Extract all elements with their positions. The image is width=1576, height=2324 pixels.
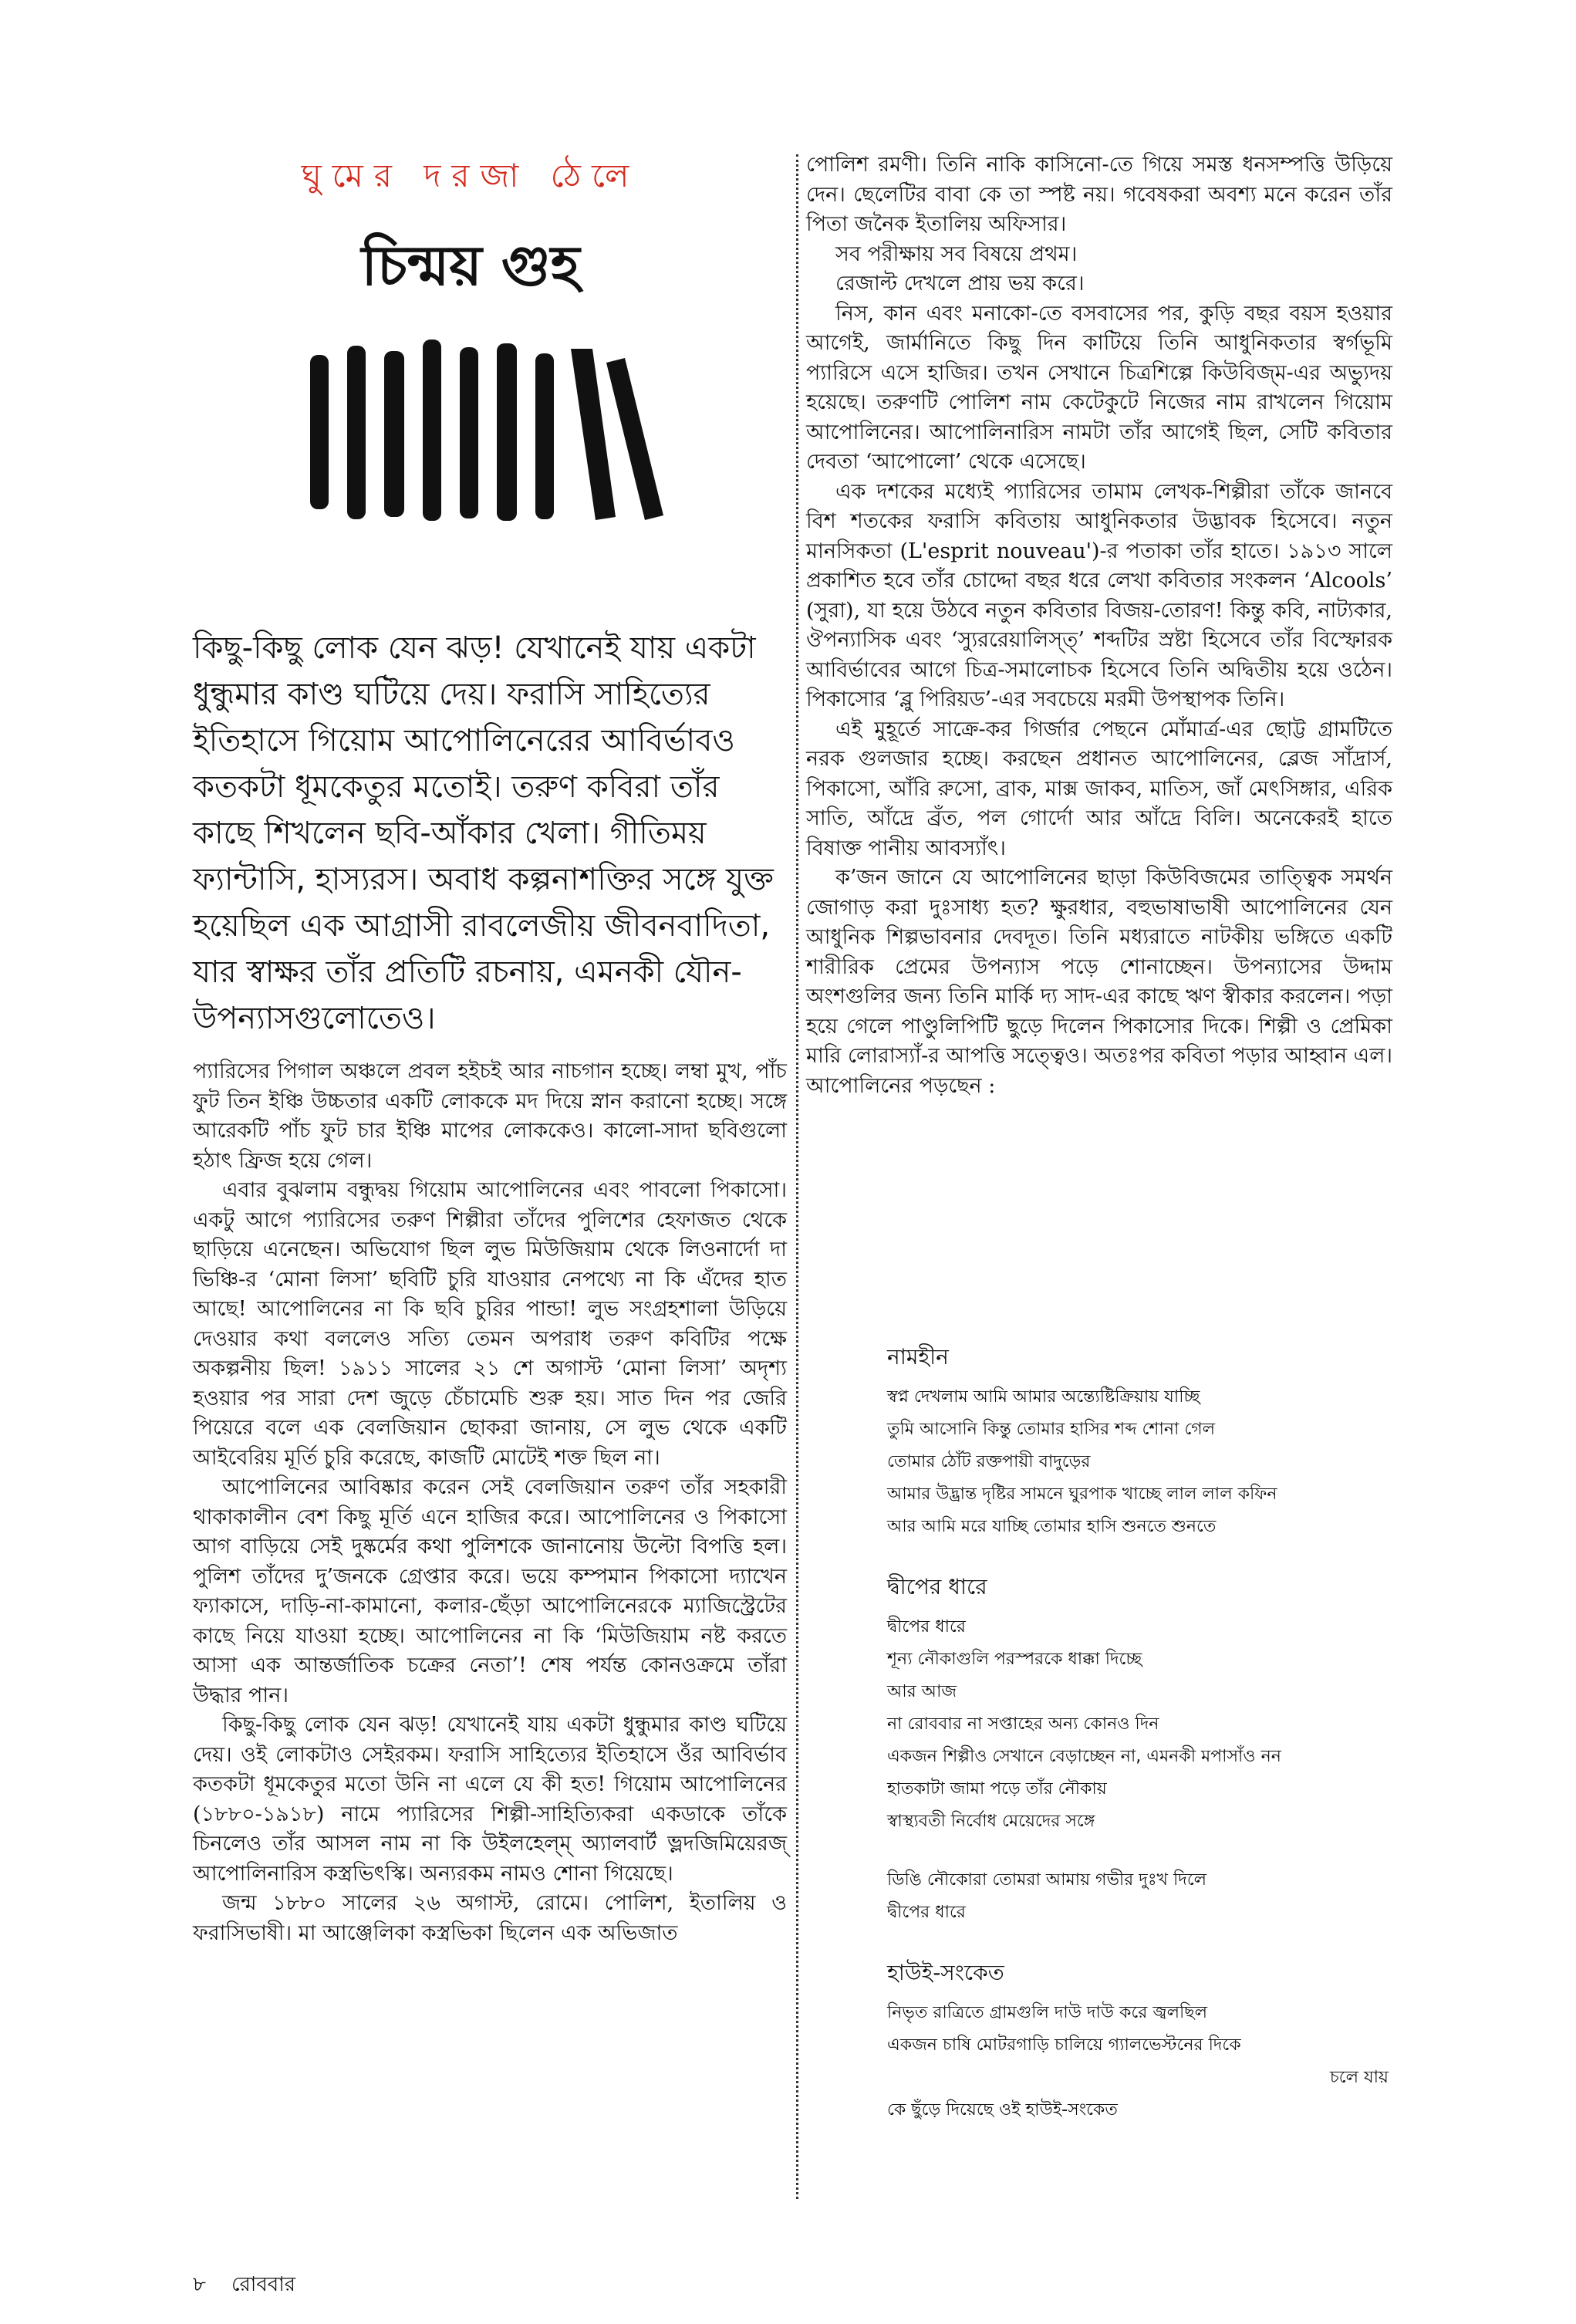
column-divider [796, 154, 798, 2199]
poem-line: হাতকাটা জামা পড়ে তাঁর নৌকায় [887, 1779, 1107, 1799]
paragraph: কিছু-কিছু লোক যেন ঝড়! যেখানেই যায় একটা ধুন্ধুমার কাণ্ড ঘটিয়ে দেয়। ওই লোকটাও সেইরকম। ফরাসি সাহিত্যের ইতিহাসে ওঁর আবির্ভাব কতকটা ধূমকেতুর মতো উনি না এলে যে কী হত! গিয়োম আপোলিনের (১৮৮০-১৯১৮) নামে প্যারিসের শিল্পী-সাহিত্যিকরা একডাকে তাঁকে চিনলেও তাঁর আসল নাম না কি উইলহেল্ম্‌ অ্যালবার্ট ভ্লদজিমিয়েরজ্‌ আপোলিনারিস কস্ত্রভিৎস্কি। অন্যরকম নামও শোনা গিয়েছে। [193, 1713, 787, 1886]
poem-line: দ্বীপের ধারে [887, 1903, 966, 1922]
poem-line: কে ছুঁড়ে দিয়েছে ওই হাউই-সংকেত [887, 2100, 1118, 2120]
paragraph: পোলিশ রমণী। তিনি নাকি কাসিনো-তে গিয়ে সমস্ত ধনসম্পত্তি উড়িয়ে দেন। ছেলেটির বাবা কে তা স্পষ্ট নয়। গবেষকরা অবশ্য মনে করেন তাঁর পিতা জনৈক ইতালিয় অফিসার। [806, 153, 1392, 236]
poem [887, 1958, 1389, 2126]
poem-line: আর আজ [887, 1682, 957, 1701]
poem-line: দ্বীপের ধারে [887, 1617, 966, 1637]
poem-title: হাউই-সংকেত [887, 1960, 1004, 1985]
intro-standfirst: কিছু-কিছু লোক যেন ঝড়! যেখানেই যায় একটা ধুন্ধুমার কাণ্ড ঘটিয়ে দেয়। ফরাসি সাহিত্যের ইতিহাসে গিয়োম আপোলিনেরের আবির্ভাবও কতকটা ধূমকেতুর মতোই। তরুণ কবিরা তাঁর কাছে শিখলেন ছবি-আঁকার খেলা। গীতিময় ফ্যান্টাসি, হাস্যরস। অবাধ কল্পনাশক্তির সঙ্গে যুক্ত হয়েছিল এক আগ্রাসী রাবলেজীয় জীবনবাদিতা, যার স্বাক্ষর তাঁর প্রতিটি রচনায়, এমনকী যৌন-উপন্যাসগুলোতেও। [193, 630, 774, 1036]
poem-line: তুমি আসোনি কিন্তু তোমার হাসির শব্দ শোনা গেল [887, 1420, 1216, 1439]
poem-line: একজন চাষি মোটরগাড়ি চালিয়ে গ্যালভেস্টনের দিকে [887, 2035, 1241, 2055]
page-folio [193, 2268, 295, 2302]
poem [887, 1572, 1389, 1929]
poem-title: নামহীন [887, 1344, 949, 1370]
poem-line: আর আমি মরে যাচ্ছি তোমার হাসি শুনতে শুনতে [887, 1517, 1217, 1536]
paragraph: প্যারিসের পিগাল অঞ্চলে প্রবল হইচই আর নাচগান হচ্ছে। লম্বা মুখ, পাঁচ ফুট তিন ইঞ্চি উচ্চতার একটি লোককে মদ দিয়ে স্নান করানো হচ্ছে। সঙ্গে আরেকটি পাঁচ ফুট চার ইঞ্চি মাপের লোককেও। কালো-সাদা ছবিগুলো হঠাৎ ফ্রিজ হয়ে গেল। [193, 1059, 787, 1173]
stanza-gap [887, 1838, 1389, 1864]
paragraph: এবার বুঝলাম বন্ধুদ্বয় গিয়োম আপোলিনের এবং পাবলো পিকাসো। একটু আগে প্যারিসের তরুণ শিল্পীরা তাঁদের পুলিশের হেফাজত থেকে ছাড়িয়ে এনেছেন। অভিযোগ ছিল লুভ মিউজিয়াম থেকে লিওনার্দো দা ভিঞ্চি-র ‘মোনা লিসা’ ছবিটি চুরি যাওয়ার নেপথ্যে না কি এঁদের হাত আছে! আপোলিনের না কি ছবি চুরির পান্ডা! লুভ সংগ্রহশালা উড়িয়ে দেওয়ার কথা বললেও সত্যি তেমন অপরাধ তরুণ কবিটির পক্ষে অকল্পনীয় ছিল! ১৯১১ সালের ২১ শে অগাস্ট ‘মোনা লিসা’ অদৃশ্য হওয়ার পর সারা দেশ জুড়ে চেঁচামেচি শুরু হয়। সাত দিন পর জেরি পিয়েরে বলে এক বেলজিয়ান ছোকরা জানায়, সে লুভ থেকে একটি আইবেরিয় মূর্তি চুরি করেছে, কাজটি মোটেই শক্ত ছিল না। [193, 1178, 787, 1470]
magazine-name: রোববার [231, 2273, 296, 2296]
poem-line: একজন শিল্পীও সেখানে বেড়াচ্ছেন না, এমনকী মপাসাঁও নন [887, 1747, 1281, 1766]
brush-stroke-bars-illustration [301, 332, 671, 532]
paragraph: আপোলিনের আবিষ্কার করেন সেই বেলজিয়ান তরুণ তাঁর সহকারী থাকাকালীন বেশ কিছু মূর্তি এনে হাজির করে। আপোলিনের ও পিকাসো আগ বাড়িয়ে সেই দুষ্কর্মের কথা পুলিশকে জানানোয় উল্টো বিপত্তি হল। পুলিশ তাঁদের দু’জনকে গ্রেপ্তার করে। ভয়ে কম্পমান পিকাসো দ্যাখেন ফ্যাকাসে, দাড়ি-না-কামানো, কলার-ছেঁড়া আপোলিনেরকে ম্যাজিস্ট্রেটের কাছে নিয়ে যাওয়া হচ্ছে। আপোলিনের না কি ‘মিউজিয়াম নষ্ট করতে আসা এক আন্তর্জাতিক চক্রের নেতা’! শেষ পর্যন্ত কোনওক্রমে তাঁরা উদ্ধার পান। [193, 1475, 787, 1708]
poem-line: নিভৃত রাত্রিতে গ্রামগুলি দাউ দাউ করে জ্বলছিল [887, 2003, 1207, 2022]
paragraph: এই মুহূর্তে সাক্রে-কর গির্জার পেছনে মোঁমার্ত্র-এর ছোট্ট গ্রামটিতে নরক গুলজার হচ্ছে। করছেন প্রধানত আপোলিনের, ব্লেজ সাঁদ্রার্স, পিকাসো, আঁরি রুসো, ব্রাক, মাক্স জাকব, মাতিস, জাঁ মেৎসিঙ্গার, এরিক সাতি, আঁদ্রে ব্রঁত, পল গোর্দো আর আঁদ্রে বিলি। অনেকেরই হাতে বিষাক্ত পানীয় আবস্যাঁৎ। [806, 717, 1392, 860]
poem-line: স্বাস্থ্যবতী নির্বোধ মেয়েদের সঙ্গে [887, 1812, 1095, 1831]
poem-line: না রোববার না সপ্তাহের অন্য কোনও দিন [887, 1714, 1159, 1734]
poem-line: চলে যায় [1329, 2068, 1389, 2087]
poem-line: আমার উদ্ভ্রান্ত দৃষ্টির সামনে ঘুরপাক খাচ্ছে লাল লাল কফিন [887, 1485, 1277, 1504]
poem-title: দ্বীপের ধারে [887, 1574, 987, 1599]
paragraph: এক দশকের মধ্যেই প্যারিসের তামাম লেখক-শিল্পীরা তাঁকে জানবে বিশ শতকের ফরাসি কবিতায় আধুনিকতার উদ্ভাবক হিসেবে। নতুন মানসিকতা (L'esprit nouveau')-র পতাকা তাঁর হাতে। ১৯১৩ সালে প্রকাশিত হবে তাঁর চোদ্দো বছর ধরে লেখা কবিতার সংকলন ‘Alcools’ (সুরা), যা হয়ে উঠবে নতুন কবিতার বিজয়-তোরণ! কিন্তু কবি, নাট্যকার, ঔপন্যাসিক এবং ‘স্যুররেয়ালিস্ত্‌’ শব্দটির স্রষ্টা হিসেবে তাঁর বিস্ফোরক আবির্ভাবের আগে চিত্র-সমালোচক হিসেবে তিনি অদ্বিতীয় হয়ে ওঠেন। পিকাসোর ‘ব্লু পিরিয়ড’-এর সবচেয়ে মরমী উপস্থাপক তিনি। [806, 479, 1392, 711]
article-left-column [193, 1057, 787, 1948]
series-kicker: ঘুমের দরজা ঠেলে [301, 157, 640, 194]
paragraph: রেজাল্ট দেখলে প্রায় ভয় করে। [835, 272, 1085, 296]
paragraph: সব পরীক্ষায় সব বিষয়ে প্রথম। [835, 242, 1078, 266]
poem-line: শূন্য নৌকাগুলি পরস্পরকে ধাক্কা দিচ্ছে [887, 1650, 1142, 1669]
poem-line: স্বপ্ন দেখলাম আমি আমার অন্ত্যেষ্টিক্রিয়ায় যাচ্ছি [887, 1387, 1200, 1407]
paragraph: নিস, কান এবং মনাকো-তে বসবাসের পর, কুড়ি বছর বয়স হওয়ার আগেই, জার্মানিতে কিছু দিন কাটিয়ে তিনি আধুনিকতার স্বর্গভূমি প্যারিসে এসে হাজির। তখন সেখানে চিত্রশিল্পে কিউবিজ্‌ম-এর অভ্যুদয় হয়েছে। তরুণটি পোলিশ নাম কেটেকুটে নিজের নাম রাখলেন গিয়োম আপোলিনের। আপোলিনারিস নামটা তাঁর আগেই ছিল, সেটি কবিতার দেবতা ‘আপোলো’ থেকে এসেছে। [806, 301, 1392, 474]
page-number: ৮ [193, 2273, 206, 2296]
poem-line: ডিঙি নৌকোরা তোমরা আমায় গভীর দুঃখ দিলে [887, 1870, 1207, 1890]
paragraph: জন্ম ১৮৮০ সালের ২৬ অগাস্ট, রোমে। পোলিশ, ইতালিয় ও ফরাসিভাষী। মা আঞ্জেলিকা কস্ত্রভিকা ছিলেন এক অভিজাত [193, 1891, 787, 1945]
poem-line: তোমার ঠোঁট রক্তপায়ী বাদুড়ের [887, 1452, 1091, 1471]
paragraph: ক’জন জানে যে আপোলিনের ছাড়া কিউবিজমের তাত্ত্বিক সমর্থন জোগাড় করা দুঃসাধ্য হত? ক্ষুরধার, বহুভাষাভাষী আপোলিনের যেন আধুনিক শিল্পভাবনার দেবদূত। তিনি মধ্যরাতে নাটকীয় ভঙ্গিতে একটি শারীরিক প্রেমের উপন্যাস পড়ে শোনাচ্ছেন। উপন্যাসের উদ্দাম অংশগুলির জন্য তিনি মার্কি দ্য সাদ-এর কাছে ঋণ স্বীকার করলেন। পড়া হয়ে গেলে পাণ্ডুলিপিটি ছুড়ে দিলেন পিকাসোর দিকে। শিল্পী ও প্রেমিকা মারি লোরাস্যাঁ-র আপত্তি সত্ত্বেও। অতঃপর কবিতা পড়ার আহ্বান এল। আপোলিনের পড়ছেন : [806, 866, 1392, 1098]
poems-section [887, 1343, 1389, 2156]
author-name: চিন্ময় গুহ [361, 233, 580, 298]
poem [887, 1343, 1389, 1543]
article-right-column [806, 150, 1392, 1101]
